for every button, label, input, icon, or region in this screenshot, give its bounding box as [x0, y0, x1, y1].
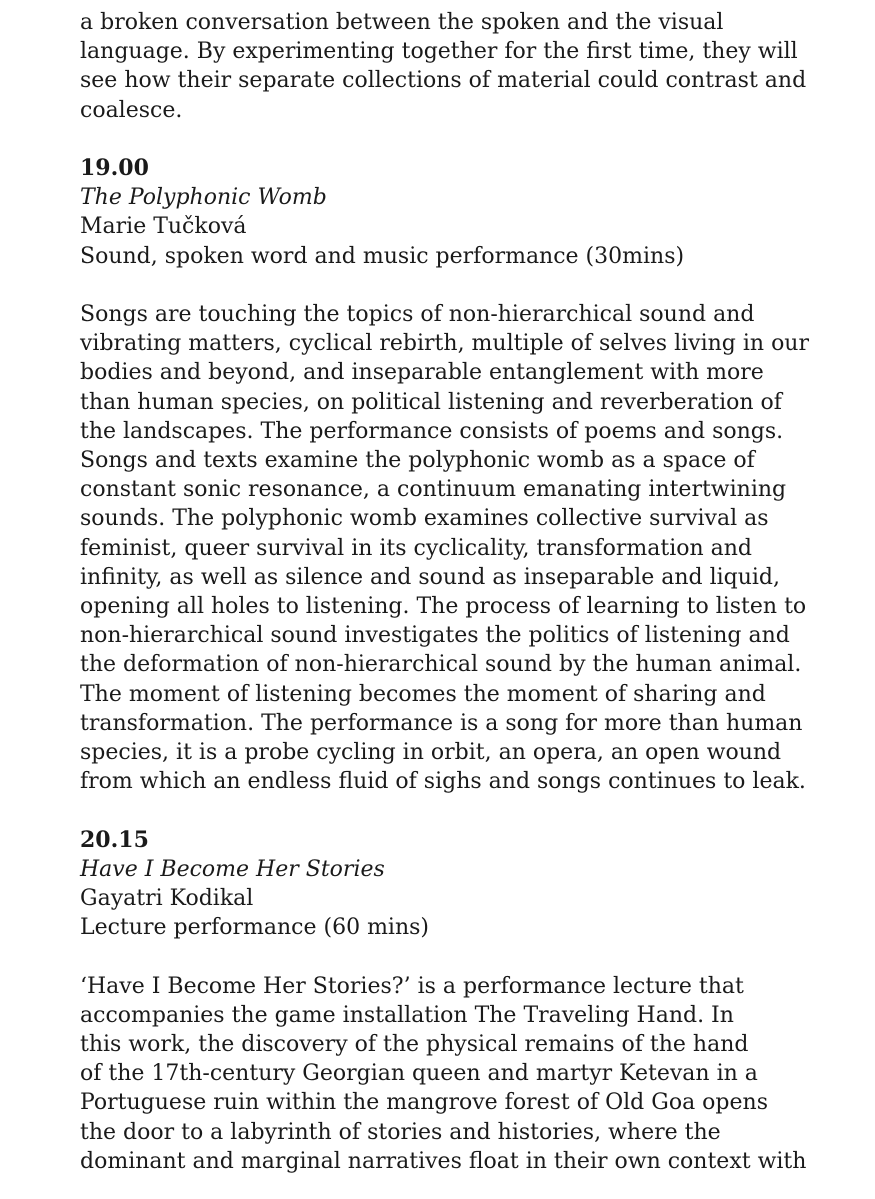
event-artist: Marie Tučková	[80, 214, 247, 240]
event-block	[80, 826, 860, 1176]
event-description	[80, 300, 860, 796]
text-line: see how their separate collections of material could contrast and	[80, 68, 807, 94]
text-line: non-hierarchical sound investigates the politics of listening and	[80, 623, 790, 649]
text-line: The moment of listening becomes the moment of sharing and	[80, 681, 766, 707]
event-title: Have I Become Her Stories	[80, 856, 385, 882]
text-line: ‘Have I Become Her Stories?’ is a performance lecture that	[80, 973, 744, 999]
text-line: feminist, queer survival in its cyclicality, transformation and	[80, 535, 753, 561]
text-line: a broken conversation between the spoken and the visual	[80, 10, 724, 35]
text-line: infinity, as well as silence and sound as inseparable and liquid,	[80, 564, 781, 590]
document-page	[80, 8, 860, 1176]
text-line: constant sonic resonance, a continuum emanating intertwining	[80, 477, 787, 503]
text-line: of the 17th-century Georgian queen and martyr Ketevan in a	[80, 1061, 758, 1087]
text-line: Portuguese ruin within the mangrove forest of Old Goa opens	[80, 1090, 768, 1116]
event-artist: Gayatri Kodikal	[80, 886, 254, 912]
paragraph-gap	[80, 125, 860, 154]
text-line: species, it is a probe cycling in orbit, an opera, an open wound	[80, 740, 782, 766]
paragraph-gap	[80, 796, 860, 825]
event-time: 19.00	[80, 155, 149, 181]
text-line: dominant and marginal narratives float in their own context with	[80, 1148, 807, 1174]
event-block	[80, 154, 860, 796]
text-line: Songs and texts examine the polyphonic womb as a space of	[80, 448, 755, 474]
event-format: Lecture performance (60 mins)	[80, 915, 430, 941]
text-line: Songs are touching the topics of non-hierarchical sound and	[80, 302, 755, 327]
text-line: from which an endless fluid of sighs and songs continues to leak.	[80, 769, 806, 795]
text-line: the landscapes. The performance consists of poems and songs.	[80, 418, 784, 444]
paragraph-gap	[80, 271, 860, 300]
text-line: the door to a labyrinth of stories and histories, where the	[80, 1119, 721, 1145]
event-time: 20.15	[80, 826, 149, 853]
text-line: bodies and beyond, and inseparable entanglement with more	[80, 360, 764, 386]
text-line: sounds. The polyphonic womb examines collective survival as	[80, 506, 769, 532]
text-line: the deformation of non-hierarchical sound by the human animal.	[80, 652, 802, 678]
text-line: transformation. The performance is a song for more than human	[80, 710, 803, 736]
paragraph-gap	[80, 942, 860, 971]
text-line: this work, the discovery of the physical remains of the hand	[80, 1032, 749, 1058]
event-description	[80, 972, 860, 1176]
text-line: vibrating matters, cyclical rebirth, multiple of selves living in our	[80, 331, 809, 357]
text-line: than human species, on political listening and reverberation of	[80, 389, 782, 415]
text-line: coalesce.	[80, 97, 183, 123]
text-line: opening all holes to listening. The process of learning to listen to	[80, 594, 807, 620]
text-line: language. By experimenting together for the first time, they will	[80, 39, 798, 65]
intro-paragraph	[80, 8, 860, 125]
text-line: accompanies the game installation The Traveling Hand. In	[80, 1002, 734, 1028]
event-format: Sound, spoken word and music performance (30mins)	[80, 243, 685, 269]
event-title: The Polyphonic Womb	[80, 185, 327, 211]
